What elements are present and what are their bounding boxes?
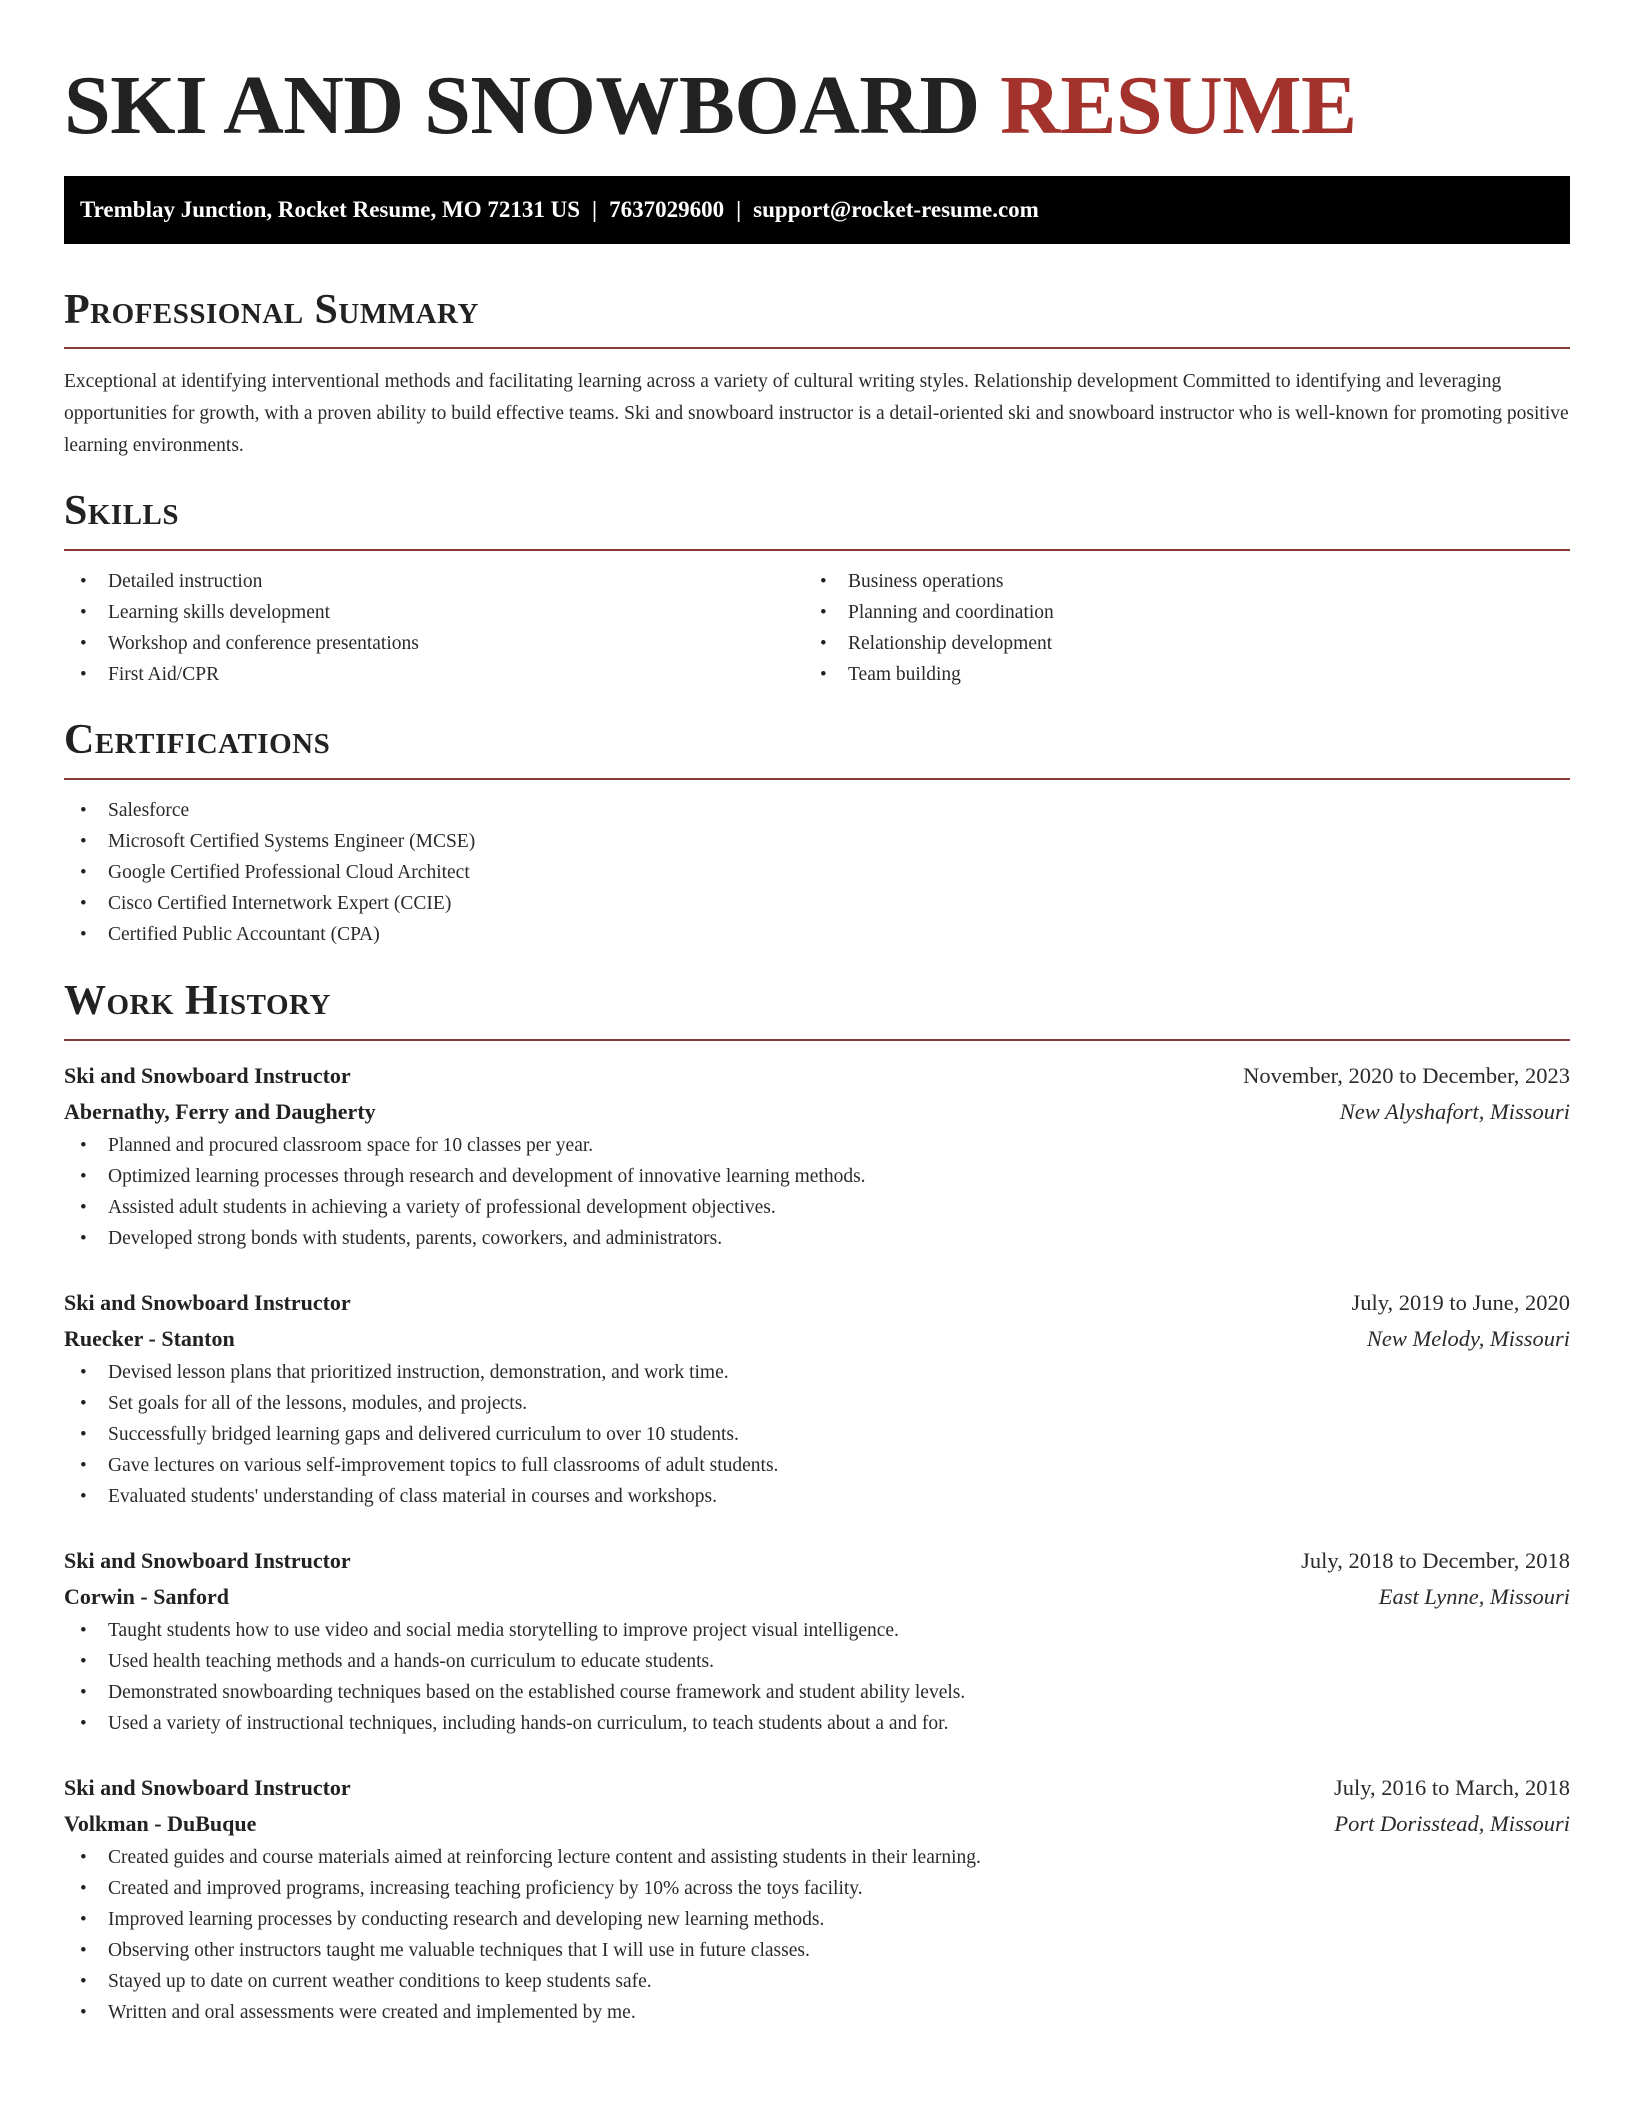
job-title: Ski and Snowboard Instructor: [64, 1775, 351, 1800]
contact-phone[interactable]: 7637029600: [609, 197, 725, 222]
job-bullet: • Demonstrated snowboarding techniques based on the established course framework and student ability levels.: [64, 1677, 1570, 1708]
job-bullet: • Observing other instructors taught me valuable techniques that I will use in future classes.: [64, 1935, 1570, 1966]
skill-item: • First Aid/CPR: [64, 659, 804, 690]
job-bullet: • Developed strong bonds with students, parents, coworkers, and administrators.: [64, 1223, 1570, 1254]
skill-item: • Workshop and conference presentations: [64, 628, 804, 659]
job-bullet: • Improved learning processes by conducting research and developing new learning methods.: [64, 1904, 1570, 1935]
job-dates: November, 2020 to December, 2023: [1243, 1063, 1570, 1088]
job-entry: [64, 1543, 1570, 1739]
job-company: Volkman - DuBuque: [64, 1811, 257, 1836]
summary-heading: Professional Summary: [64, 287, 479, 333]
section-divider: [64, 549, 1570, 551]
job-title: Ski and Snowboard Instructor: [64, 1548, 351, 1573]
skills-column-left: [64, 566, 804, 690]
skill-item: • Relationship development: [804, 628, 1544, 659]
job-bullet: • Used a variety of instructional techniques, including hands-on curriculum, to teach students about a and for.: [64, 1708, 1570, 1739]
job-location: East Lynne, Missouri: [1378, 1584, 1570, 1609]
job-header-row: [64, 1543, 1570, 1579]
job-location: New Alyshafort, Missouri: [1339, 1099, 1570, 1124]
job-company-row: [64, 1321, 1570, 1357]
job-header-row: [64, 1770, 1570, 1806]
resume-page: [64, 0, 1570, 2028]
job-bullet: • Created and improved programs, increasing teaching proficiency by 10% across the toys facility.: [64, 1873, 1570, 1904]
resume-title: [64, 58, 1570, 154]
certification-item: • Google Certified Professional Cloud Architect: [64, 857, 1570, 888]
job-bullet: • Stayed up to date on current weather conditions to keep students safe.: [64, 1966, 1570, 1997]
job-title: Ski and Snowboard Instructor: [64, 1063, 351, 1088]
skill-item: • Learning skills development: [64, 597, 804, 628]
job-bullet: • Written and oral assessments were created and implemented by me.: [64, 1997, 1570, 2028]
job-company: Ruecker - Stanton: [64, 1326, 235, 1351]
job-bullet: • Evaluated students' understanding of class material in courses and workshops.: [64, 1481, 1570, 1512]
skills-heading: Skills: [64, 488, 180, 534]
job-bullet: • Used health teaching methods and a hands-on curriculum to educate students.: [64, 1646, 1570, 1677]
skills-column-right: [804, 566, 1544, 690]
contact-email[interactable]: support@rocket-resume.com: [753, 197, 1039, 222]
certification-item: • Microsoft Certified Systems Engineer (MCSE): [64, 826, 1570, 857]
certifications-heading: Certifications: [64, 717, 331, 763]
job-dates: July, 2018 to December, 2018: [1301, 1548, 1570, 1573]
certification-item: • Salesforce: [64, 795, 1570, 826]
skill-item: • Team building: [804, 659, 1544, 690]
job-bullet: • Planned and procured classroom space for 10 classes per year.: [64, 1130, 1570, 1161]
certification-item: • Cisco Certified Internetwork Expert (CCIE): [64, 888, 1570, 919]
job-bullet-list: [64, 1615, 1570, 1739]
job-bullet: • Successfully bridged learning gaps and delivered curriculum to over 10 students.: [64, 1419, 1570, 1450]
section-divider: [64, 1039, 1570, 1041]
job-bullet: • Gave lectures on various self-improvement topics to full classrooms of adult students.: [64, 1450, 1570, 1481]
job-company: Corwin - Sanford: [64, 1584, 230, 1609]
certifications-list: [64, 795, 1570, 950]
job-location: Port Dorisstead, Missouri: [1334, 1811, 1570, 1836]
skill-item: • Business operations: [804, 566, 1544, 597]
job-dates: July, 2016 to March, 2018: [1333, 1775, 1570, 1800]
job-bullet-list: [64, 1842, 1570, 2028]
job-bullet: • Assisted adult students in achieving a variety of professional development objectives.: [64, 1192, 1570, 1223]
job-header-row: [64, 1058, 1570, 1094]
job-bullet: • Set goals for all of the lessons, modules, and projects.: [64, 1388, 1570, 1419]
section-divider: [64, 347, 1570, 349]
job-company-row: [64, 1579, 1570, 1615]
job-company: Abernathy, Ferry and Daugherty: [64, 1099, 376, 1124]
job-bullet-list: [64, 1130, 1570, 1254]
job-title: Ski and Snowboard Instructor: [64, 1290, 351, 1315]
contact-separator: |: [592, 197, 598, 222]
summary-text: Exceptional at identifying interventional methods and facilitating learning across a variety of cultural writing styles. Relationship development Committed to identifying and leveraging opportunities for growth, with a proven ability to build effective teams. Ski and snowboard instructor is a detail-oriented ski and snowboard instructor who is well-known for promoting positive learning environments.: [64, 371, 1569, 456]
job-header-row: [64, 1285, 1570, 1321]
title-accent: RESUME: [1000, 59, 1357, 152]
job-bullet: • Optimized learning processes through research and development of innovative learning methods.: [64, 1161, 1570, 1192]
skills-list: [64, 566, 1570, 690]
contact-address: Tremblay Junction, Rocket Resume, MO 72131 US: [80, 197, 581, 222]
job-company-row: [64, 1806, 1570, 1842]
section-divider: [64, 778, 1570, 780]
job-company-row: [64, 1094, 1570, 1130]
job-entry: [64, 1058, 1570, 1254]
job-entry: [64, 1285, 1570, 1512]
job-dates: July, 2019 to June, 2020: [1351, 1290, 1570, 1315]
work-history-heading: Work History: [64, 978, 331, 1024]
contact-separator: |: [736, 197, 742, 222]
skill-item: • Planning and coordination: [804, 597, 1544, 628]
job-location: New Melody, Missouri: [1366, 1326, 1570, 1351]
title-main: SKI AND SNOWBOARD: [64, 59, 980, 152]
job-entry: [64, 1770, 1570, 2028]
job-bullet: • Devised lesson plans that prioritized instruction, demonstration, and work time.: [64, 1357, 1570, 1388]
contact-bar: [64, 176, 1570, 244]
job-bullet-list: [64, 1357, 1570, 1512]
skill-item: • Detailed instruction: [64, 566, 804, 597]
job-bullet: • Created guides and course materials aimed at reinforcing lecture content and assisting students in their learning.: [64, 1842, 1570, 1873]
job-bullet: • Taught students how to use video and social media storytelling to improve project visual intelligence.: [64, 1615, 1570, 1646]
certification-item: • Certified Public Accountant (CPA): [64, 919, 1570, 950]
